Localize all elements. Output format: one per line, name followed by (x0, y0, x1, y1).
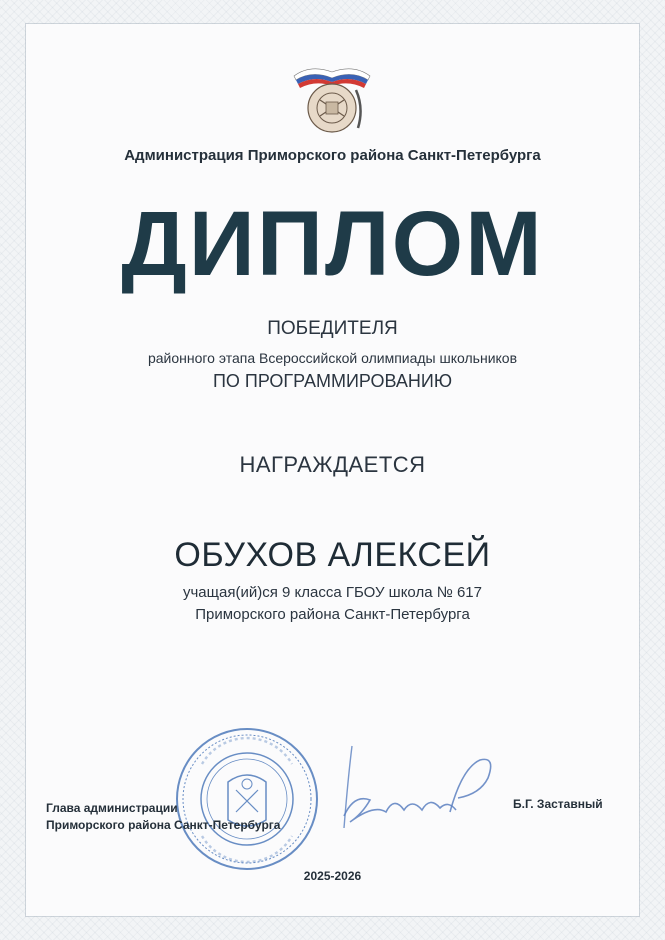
olympiad-stage-text: районного этапа Всероссийской олимпиады школьников (147, 350, 518, 366)
winner-label: ПОБЕДИТЕЛЯ (267, 318, 398, 339)
school-district: Приморского района Санкт-Петербурга (195, 606, 470, 623)
official-seal-icon (172, 724, 322, 874)
signer-position (46, 800, 280, 834)
handwritten-signature (330, 738, 500, 838)
awarded-label: НАГРАЖДАЕТСЯ (239, 452, 426, 477)
signer-name: Б.Г. Заставный (513, 797, 603, 811)
subject-text: ПО ПРОГРАММИРОВАНИЮ (212, 371, 453, 391)
academic-year: 2025-2026 (303, 869, 362, 883)
signer-position-line1: Глава администрации (46, 801, 178, 815)
signer-position-line2: Приморского района Санкт-Петербурга (46, 818, 281, 832)
student-info: учащая(ий)ся 9 класса ГБОУ школа № 617 (182, 584, 482, 601)
administration-title: Администрация Приморского района Санкт-Петербурга (124, 147, 541, 164)
olympiad-emblem-icon (290, 52, 374, 140)
recipient-name: ОБУХОВ АЛЕКСЕЙ (174, 536, 491, 574)
diploma-title: ДИПЛОМ (121, 193, 544, 295)
